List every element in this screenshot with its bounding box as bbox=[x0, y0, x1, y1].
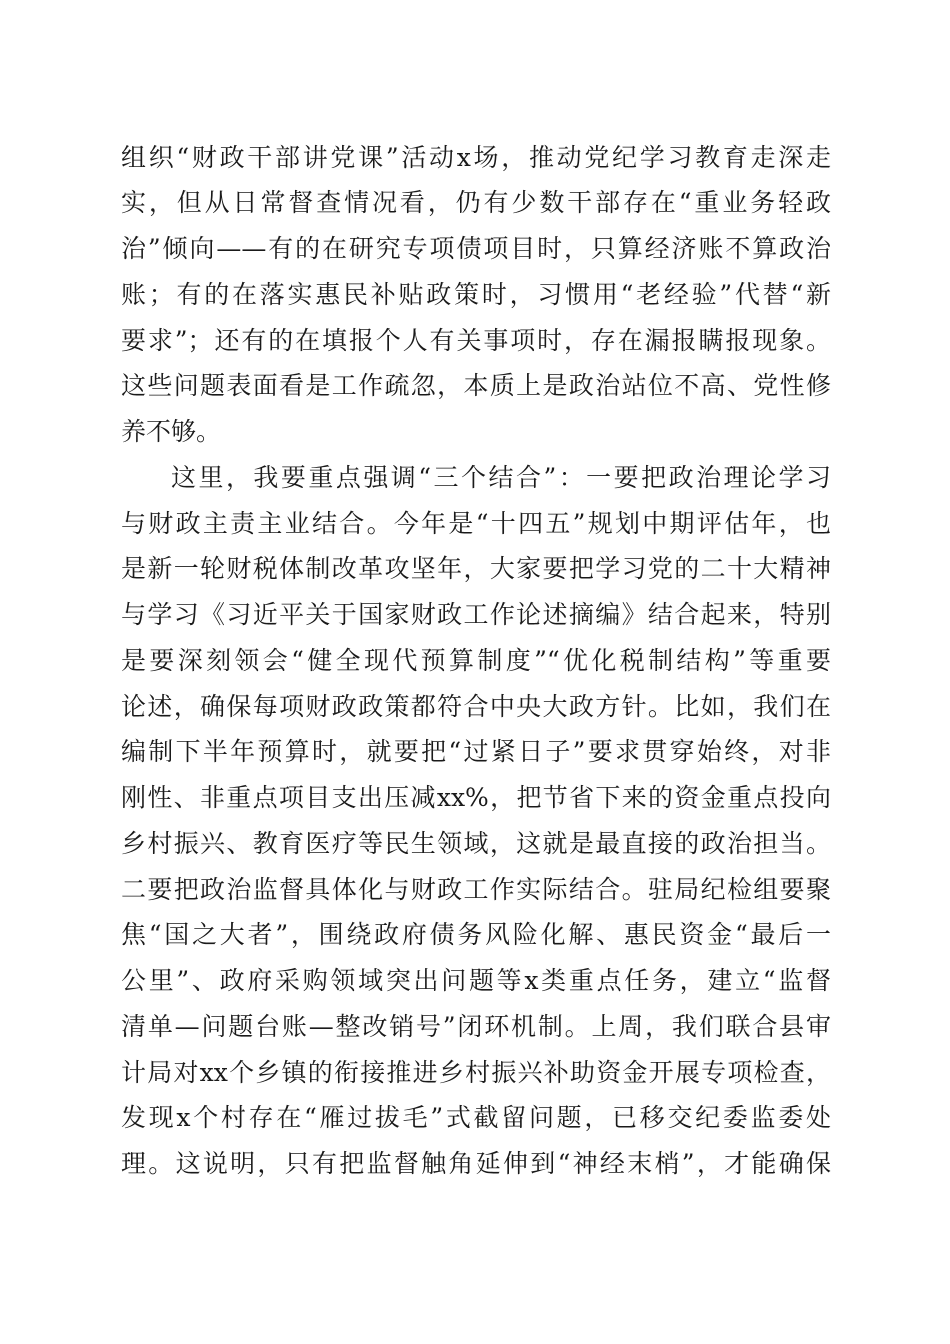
paragraph-2-line: 与学习《习近平关于国家财政工作论述摘编》结合起来，特别 bbox=[121, 600, 831, 629]
paragraph-2-line: 清单—问题台账—整改销号”闭环机制。上周，我们联合县审 bbox=[121, 1012, 831, 1041]
paragraph-2-line: 发现x个村存在“雁过拔毛”式截留问题，已移交纪委监委处 bbox=[121, 1103, 831, 1132]
paragraph-1-line: 这些问题表面看是工作疏忽，本质上是政治站位不高、党性修 bbox=[121, 371, 831, 400]
paragraph-2-line: 论述，确保每项财政政策都符合中央大政方针。比如，我们在 bbox=[121, 692, 831, 721]
paragraph-1-line: 养不够。 bbox=[121, 417, 222, 446]
paragraph-2-line: 是要深刻领会“健全现代预算制度”“优化税制结构”等重要 bbox=[121, 646, 831, 675]
paragraph-2-line: 是新一轮财税体制改革攻坚年，大家要把学习党的二十大精神 bbox=[121, 554, 831, 583]
paragraph-1-line: 组织“财政干部讲党课”活动x场，推动党纪学习教育走深走 bbox=[121, 143, 831, 172]
paragraph-2-line: 这里，我要重点强调“三个结合”：一要把政治理论学习 bbox=[171, 463, 831, 492]
paragraph-2-line: 二要把政治监督具体化与财政工作实际结合。驻局纪检组要聚 bbox=[121, 875, 831, 904]
paragraph-1-line: 要求”；还有的在填报个人有关事项时，存在漏报瞒报现象。 bbox=[121, 326, 831, 355]
paragraph-2-line: 刚性、非重点项目支出压减xx%，把节省下来的资金重点投向 bbox=[121, 783, 831, 812]
paragraph-2-line: 与财政主责主业结合。今年是“十四五”规划中期评估年，也 bbox=[121, 509, 831, 538]
paragraph-1-line: 治”倾向——有的在研究专项债项目时，只算经济账不算政治 bbox=[121, 234, 831, 263]
paragraph-2-line: 乡村振兴、教育医疗等民生领域，这就是最直接的政治担当。 bbox=[121, 829, 831, 858]
paragraph-2-line: 公里”、政府采购领域突出问题等x类重点任务，建立“监督 bbox=[121, 966, 831, 995]
paragraph-1-line: 实，但从日常督查情况看，仍有少数干部存在“重业务轻政 bbox=[121, 188, 831, 217]
paragraph-1-line: 账；有的在落实惠民补贴政策时，习惯用“老经验”代替“新 bbox=[121, 280, 831, 309]
paragraph-2-line: 编制下半年预算时，就要把“过紧日子”要求贯穿始终，对非 bbox=[121, 737, 831, 766]
paragraph-2-line: 理。这说明，只有把监督触角延伸到“神经末梢”，才能确保 bbox=[121, 1149, 831, 1178]
paragraph-2-line: 计局对xx个乡镇的衔接推进乡村振兴补助资金开展专项检查， bbox=[121, 1058, 831, 1087]
paragraph-2-line: 焦“国之大者”，围绕政府债务风险化解、惠民资金“最后一 bbox=[121, 920, 831, 949]
